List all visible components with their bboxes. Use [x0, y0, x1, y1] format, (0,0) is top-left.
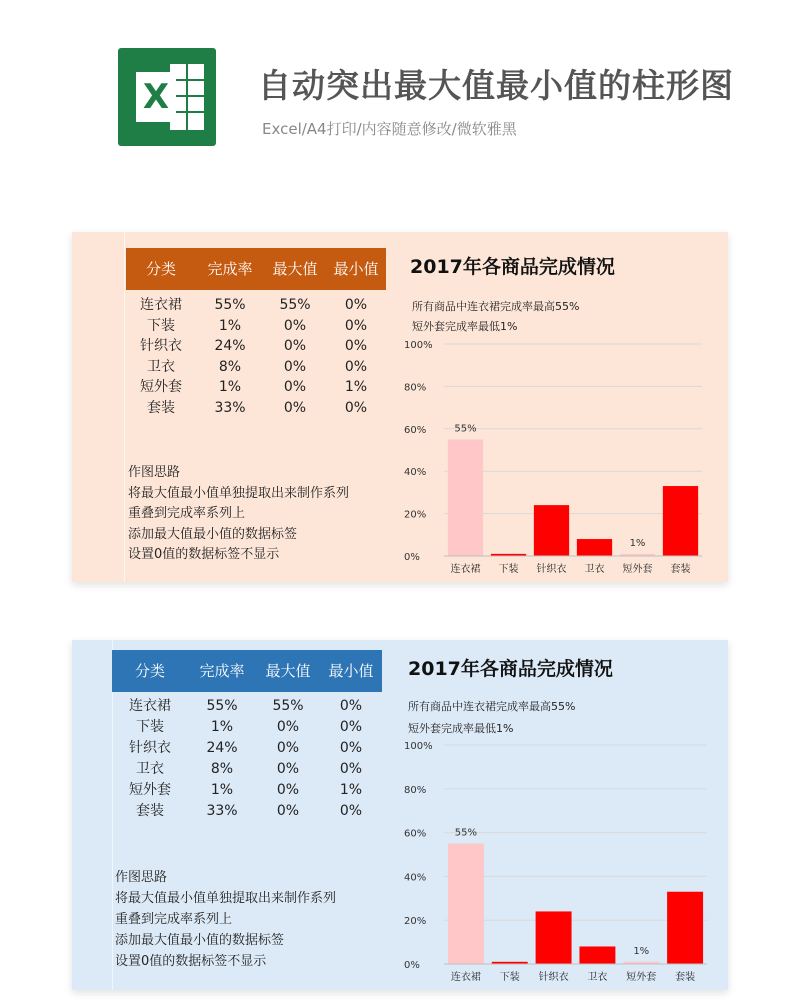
data-label: 1% [633, 945, 650, 957]
cell-category: 短外套 [140, 379, 182, 395]
excel-logo-icon [118, 48, 216, 146]
y-tick-label: 40% [404, 467, 427, 479]
x-tick-label: 卫衣 [587, 972, 608, 983]
x-tick-label: 连衣裙 [450, 564, 481, 575]
cell-max: 0% [276, 803, 300, 819]
cell-min: 0% [339, 803, 363, 819]
cell-completion: 1% [218, 317, 242, 334]
cell-min: 1% [344, 379, 368, 395]
cell-completion: 1% [210, 719, 234, 735]
cell-max: 0% [276, 782, 300, 798]
chart-title: 2017年各商品完成情况 [410, 256, 615, 278]
cell-category: 套装 [136, 803, 164, 819]
note-line: 添加最大值最小值的数据标签 [128, 526, 298, 542]
header-max: 最大值 [272, 260, 318, 278]
header-completion: 完成率 [207, 260, 253, 278]
chart-desc-line-1: 所有商品中连衣裙完成率最高55% [408, 700, 576, 713]
cell-category: 卫衣 [136, 761, 164, 777]
chart-desc-line-1: 所有商品中连衣裙完成率最高55% [412, 300, 580, 313]
cell-max: 0% [283, 338, 307, 354]
header-category: 分类 [145, 260, 176, 278]
y-tick-label: 0% [404, 552, 420, 563]
cell-max: 0% [283, 399, 307, 416]
template-preview-blue [72, 640, 728, 990]
y-tick-label: 100% [404, 741, 433, 752]
cell-category: 套装 [147, 399, 175, 416]
chart-desc-line-2: 短外套完成率最低1% [412, 320, 518, 333]
header-min: 最小值 [333, 260, 379, 278]
cell-completion: 1% [210, 782, 234, 798]
excel-x-letter: X [136, 72, 176, 122]
note-line: 重叠到完成率系列上 [128, 506, 246, 521]
bar-套装 [663, 486, 698, 556]
bar-针织衣 [536, 911, 572, 964]
header-completion: 完成率 [199, 662, 245, 680]
cell-max: 0% [276, 740, 300, 756]
cell-min: 0% [344, 358, 368, 375]
cell-min: 0% [339, 719, 363, 735]
x-tick-label: 套装 [675, 972, 696, 983]
cell-min: 0% [339, 740, 363, 756]
header-category: 分类 [134, 662, 165, 680]
y-tick-label: 20% [404, 916, 427, 928]
y-tick-label: 60% [404, 424, 427, 436]
y-tick-label: 60% [404, 828, 427, 840]
note-line: 设置0值的数据标签不显示 [115, 954, 267, 969]
bar-卫衣 [579, 946, 615, 964]
x-tick-label: 针织衣 [536, 564, 567, 575]
bar-针织衣 [534, 505, 569, 556]
note-line: 重叠到完成率系列上 [115, 912, 233, 927]
cell-min: 0% [344, 399, 368, 416]
cell-max: 0% [283, 317, 307, 334]
data-label: 55% [454, 827, 478, 839]
chart-desc-line-2: 短外套完成率最低1% [408, 722, 514, 735]
x-tick-label: 短外套 [622, 564, 653, 575]
table-header-row [112, 650, 382, 692]
note-line: 将最大值最小值单独提取出来制作系列 [115, 891, 337, 906]
cell-completion: 1% [218, 379, 242, 395]
note-line: 添加最大值最小值的数据标签 [115, 933, 285, 948]
cell-category: 下装 [147, 317, 175, 334]
x-tick-label: 套装 [670, 564, 691, 575]
page-title: 自动突出最大值最小值的柱形图 [258, 66, 734, 105]
y-tick-label: 80% [404, 784, 427, 796]
cell-category: 针织衣 [140, 338, 182, 354]
bar-chart [402, 738, 717, 988]
x-tick-label: 下装 [499, 972, 520, 983]
bar-chart [402, 332, 712, 580]
cell-max: 0% [283, 358, 307, 375]
panel-divider [124, 232, 125, 582]
x-tick-label: 短外套 [626, 972, 657, 983]
note-line: 将最大值最小值单独提取出来制作系列 [128, 485, 350, 501]
cell-max: 55% [279, 297, 311, 313]
notes-heading: 作图思路 [128, 465, 181, 480]
cell-completion: 33% [206, 803, 238, 819]
cell-completion: 55% [206, 698, 238, 714]
cell-completion: 24% [214, 338, 246, 354]
header-min: 最小值 [328, 662, 374, 680]
chart-title: 2017年各商品完成情况 [408, 658, 613, 680]
cell-completion: 8% [218, 358, 242, 375]
cell-min: 0% [344, 297, 368, 313]
y-tick-label: 100% [404, 340, 433, 351]
y-tick-label: 0% [404, 960, 420, 971]
y-tick-label: 40% [404, 872, 427, 884]
cell-min: 0% [339, 698, 363, 714]
y-tick-label: 20% [404, 509, 427, 521]
y-tick-label: 80% [404, 382, 427, 394]
header-max: 最大值 [265, 662, 311, 680]
cell-min: 0% [344, 338, 368, 354]
cell-min: 0% [344, 317, 368, 334]
bar-套装 [667, 892, 703, 964]
page-header [0, 0, 800, 180]
cell-max: 0% [276, 761, 300, 777]
cell-max: 0% [276, 719, 300, 735]
bar-连衣裙 [448, 844, 484, 964]
x-tick-label: 下装 [498, 564, 519, 575]
bar-连衣裙 [448, 439, 483, 556]
template-preview-orange [72, 232, 728, 582]
cell-category: 卫衣 [147, 358, 175, 375]
cell-min: 0% [339, 761, 363, 777]
cell-max: 0% [283, 379, 307, 395]
x-tick-label: 连衣裙 [450, 972, 481, 983]
cell-category: 短外套 [129, 782, 171, 798]
cell-category: 下装 [136, 719, 164, 735]
cell-completion: 55% [214, 297, 246, 313]
page-subtitle: Excel/A4打印/内容随意修改/微软雅黑 [262, 120, 517, 138]
data-label: 1% [629, 537, 646, 549]
cell-category: 连衣裙 [129, 698, 171, 714]
data-label: 55% [454, 423, 477, 435]
x-tick-label: 针织衣 [538, 972, 569, 983]
cell-completion: 33% [214, 399, 246, 416]
cell-max: 55% [272, 698, 304, 714]
note-line: 设置0值的数据标签不显示 [128, 547, 280, 562]
cell-completion: 24% [206, 740, 238, 756]
cell-category: 连衣裙 [140, 297, 182, 313]
bar-卫衣 [577, 539, 612, 556]
table-header-row [126, 248, 386, 290]
cell-completion: 8% [210, 761, 234, 777]
cell-category: 针织衣 [129, 740, 171, 756]
cell-min: 1% [339, 782, 363, 798]
x-tick-label: 卫衣 [584, 564, 605, 575]
notes-heading: 作图思路 [115, 870, 168, 885]
